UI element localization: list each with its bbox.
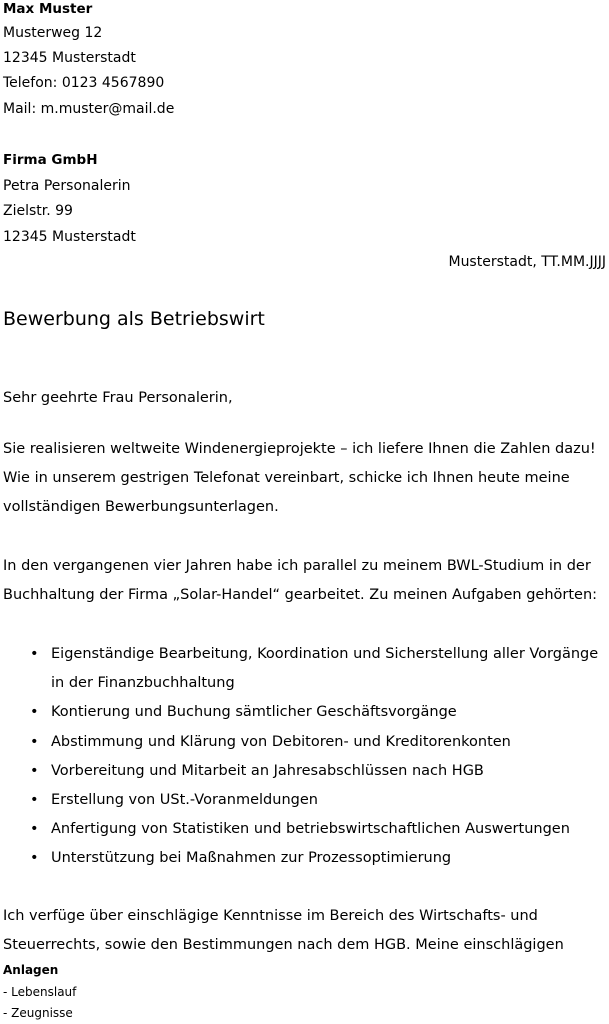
bullet-icon: • (30, 704, 39, 720)
recipient-person: Petra Personalerin (3, 178, 131, 194)
task-item: Vorbereitung und Mitarbeit an Jahresabschlüssen nach HGB (51, 763, 484, 779)
paragraph2-line: Buchhaltung der Firma „Solar-Handel“ gearbeitet. Zu meinen Aufgaben gehörten: (3, 587, 598, 603)
task-item: Abstimmung und Klärung von Debitoren- und Kreditorenkonten (51, 734, 511, 750)
task-item-continuation: in der Finanzbuchhaltung (51, 675, 235, 691)
subject-heading: Bewerbung als Betriebswirt (3, 308, 265, 330)
paragraph1-line: vollständigen Bewerbungsunterlagen. (3, 499, 279, 515)
recipient-street: Zielstr. 99 (3, 203, 73, 219)
task-item: Anfertigung von Statistiken und betriebswirtschaftlichen Auswertungen (51, 821, 570, 837)
bullet-icon: • (30, 646, 39, 662)
recipient-city: 12345 Musterstadt (3, 229, 136, 245)
salutation: Sehr geehrte Frau Personalerin, (3, 390, 233, 406)
bullet-icon: • (30, 792, 39, 808)
paragraph2-line: In den vergangenen vier Jahren habe ich parallel zu meinem BWL-Studium in der (3, 558, 591, 574)
attachment-item: - Lebenslauf (3, 985, 77, 999)
task-item: Unterstützung bei Maßnahmen zur Prozessoptimierung (51, 850, 452, 866)
bullet-icon: • (30, 821, 39, 837)
date-line: Musterstadt, TT.MM.JJJJ (448, 254, 606, 270)
paragraph1-line: Wie in unserem gestrigen Telefonat vereinbart, schicke ich Ihnen heute meine (3, 470, 570, 486)
sender-mail: Mail: m.muster@mail.de (3, 101, 175, 117)
bullet-icon: • (30, 763, 39, 779)
sender-phone: Telefon: 0123 4567890 (3, 75, 165, 91)
paragraph1-line: Sie realisieren weltweite Windenergieprojekte – ich liefere Ihnen die Zahlen dazu! (3, 441, 596, 457)
task-item: Erstellung von USt.-Voranmeldungen (51, 792, 318, 808)
sender-name: Max Muster (3, 1, 93, 17)
attachment-item: - Zeugnisse (3, 1006, 73, 1020)
sender-street: Musterweg 12 (3, 25, 103, 41)
task-item: Eigenständige Bearbeitung, Koordination und Sicherstellung aller Vorgänge (51, 646, 599, 662)
bullet-icon: • (30, 734, 39, 750)
attachments-title: Anlagen (3, 963, 59, 977)
task-item: Kontierung und Buchung sämtlicher Geschäftsvorgänge (51, 704, 457, 720)
sender-city: 12345 Musterstadt (3, 50, 136, 66)
paragraph3-line: Ich verfüge über einschlägige Kenntnisse im Bereich des Wirtschafts- und (3, 908, 538, 924)
recipient-company: Firma GmbH (3, 152, 98, 168)
paragraph3-line: Steuerrechts, sowie den Bestimmungen nach dem HGB. Meine einschlägigen (3, 937, 564, 953)
bullet-icon: • (30, 850, 39, 866)
